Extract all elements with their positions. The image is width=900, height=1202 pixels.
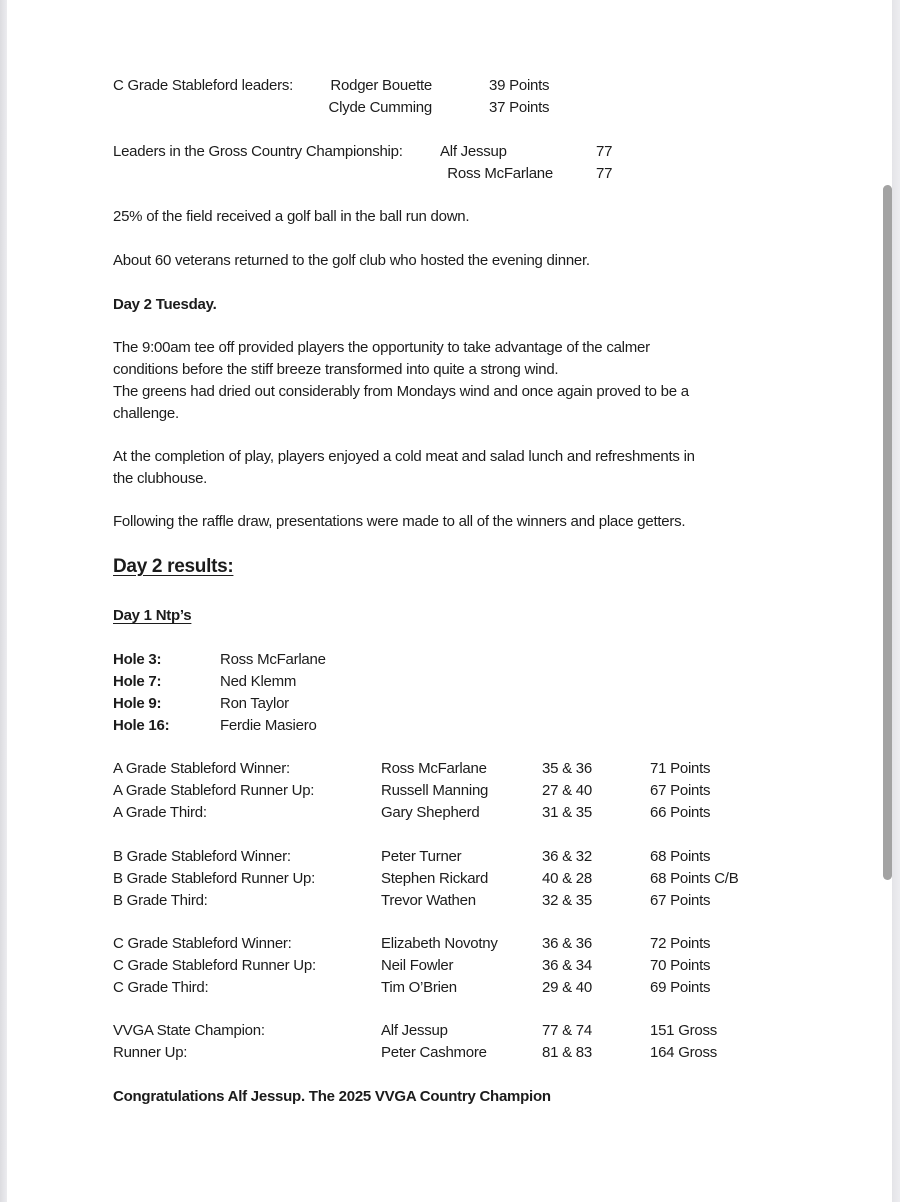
result-total: 69 Points [650,979,711,996]
result-player-name: Ross McFarlane [381,760,487,777]
result-player-name: Gary Shepherd [381,804,480,821]
ntp-hole-label: Hole 3: [113,651,162,668]
ntp-player-name: Ron Taylor [220,695,289,712]
result-rounds: 29 & 40 [542,979,592,996]
result-total: 66 Points [650,804,711,821]
result-rounds: 35 & 36 [542,760,592,777]
result-total: 164 Gross [650,1044,717,1061]
result-label: A Grade Stableford Winner: [113,760,290,777]
gross-leader-score: 77 [596,143,613,160]
ntp-player-name: Ferdie Masiero [220,717,317,734]
ball-run-paragraph: 25% of the field received a golf ball in the ball run down. [113,208,470,225]
result-total: 68 Points [650,848,711,865]
result-player-name: Russell Manning [381,782,489,799]
gross-leader-score: 77 [596,165,613,182]
result-label: A Grade Stableford Runner Up: [113,782,315,799]
congratulations-line: Congratulations Alf Jessup. The 2025 VVGA Country Champion [113,1088,551,1105]
result-total: 67 Points [650,892,711,909]
dinner-paragraph: About 60 veterans returned to the golf club who hosted the evening dinner. [113,252,590,269]
c-grade-leader-name: Rodger Bouette [330,77,432,94]
result-label: VVGA State Champion: [113,1022,265,1039]
c-grade-leaders-label: C Grade Stableford leaders: [113,77,294,94]
ntp-player-name: Ned Klemm [220,673,297,690]
gross-leader-name: Alf Jessup [440,143,507,160]
lunch-paragraph-line: At the completion of play, players enjoyed a cold meat and salad lunch and refreshments in [113,448,695,465]
result-rounds: 27 & 40 [542,782,592,799]
ntp-player-name: Ross McFarlane [220,651,326,668]
gross-leader-name: Ross McFarlane [447,165,553,182]
c-grade-leader-name: Clyde Cumming [328,99,432,116]
ntp-hole-label: Hole 9: [113,695,162,712]
result-player-name: Elizabeth Novotny [381,935,498,952]
gross-leaders-label: Leaders in the Gross Country Championship: [113,143,403,160]
result-player-name: Alf Jessup [381,1022,448,1039]
result-label: C Grade Third: [113,979,209,996]
c-grade-leader-score: 39 Points [489,77,550,94]
result-total: 71 Points [650,760,711,777]
result-player-name: Peter Cashmore [381,1044,487,1061]
result-total: 67 Points [650,782,711,799]
result-total: 68 Points C/B [650,870,739,887]
greens-paragraph-line: The greens had dried out considerably from Mondays wind and once again proved to be a [113,383,689,400]
day2-heading: Day 2 Tuesday. [113,296,217,313]
result-label: Runner Up: [113,1044,188,1061]
result-rounds: 40 & 28 [542,870,592,887]
tee-off-paragraph-line: conditions before the stiff breeze transformed into quite a strong wind. [113,361,559,378]
result-total: 151 Gross [650,1022,717,1039]
greens-paragraph-line: challenge. [113,405,179,422]
result-total: 72 Points [650,935,711,952]
result-rounds: 36 & 32 [542,848,592,865]
ntp-hole-label: Hole 16: [113,717,170,734]
result-player-name: Stephen Rickard [381,870,489,887]
tee-off-paragraph-line: The 9:00am tee off provided players the opportunity to take advantage of the calmer [113,339,650,356]
result-rounds: 36 & 36 [542,935,592,952]
result-player-name: Tim O’Brien [381,979,457,996]
result-label: C Grade Stableford Runner Up: [113,957,316,974]
result-player-name: Neil Fowler [381,957,454,974]
result-player-name: Peter Turner [381,848,462,865]
result-label: A Grade Third: [113,804,207,821]
result-label: B Grade Stableford Runner Up: [113,870,316,887]
raffle-paragraph: Following the raffle draw, presentations were made to all of the winners and place getters. [113,513,686,530]
result-label: B Grade Third: [113,892,208,909]
result-rounds: 31 & 35 [542,804,592,821]
result-rounds: 32 & 35 [542,892,592,909]
ntp-hole-label: Hole 7: [113,673,162,690]
result-total: 70 Points [650,957,711,974]
result-player-name: Trevor Wathen [381,892,476,909]
results-heading: Day 2 results: [113,556,234,577]
result-rounds: 77 & 74 [542,1022,592,1039]
lunch-paragraph-line: the clubhouse. [113,470,208,487]
ntp-heading: Day 1 Ntp’s [113,607,192,624]
result-label: B Grade Stableford Winner: [113,848,291,865]
result-label: C Grade Stableford Winner: [113,935,292,952]
result-rounds: 81 & 83 [542,1044,592,1061]
result-rounds: 36 & 34 [542,957,592,974]
c-grade-leader-score: 37 Points [489,99,550,116]
